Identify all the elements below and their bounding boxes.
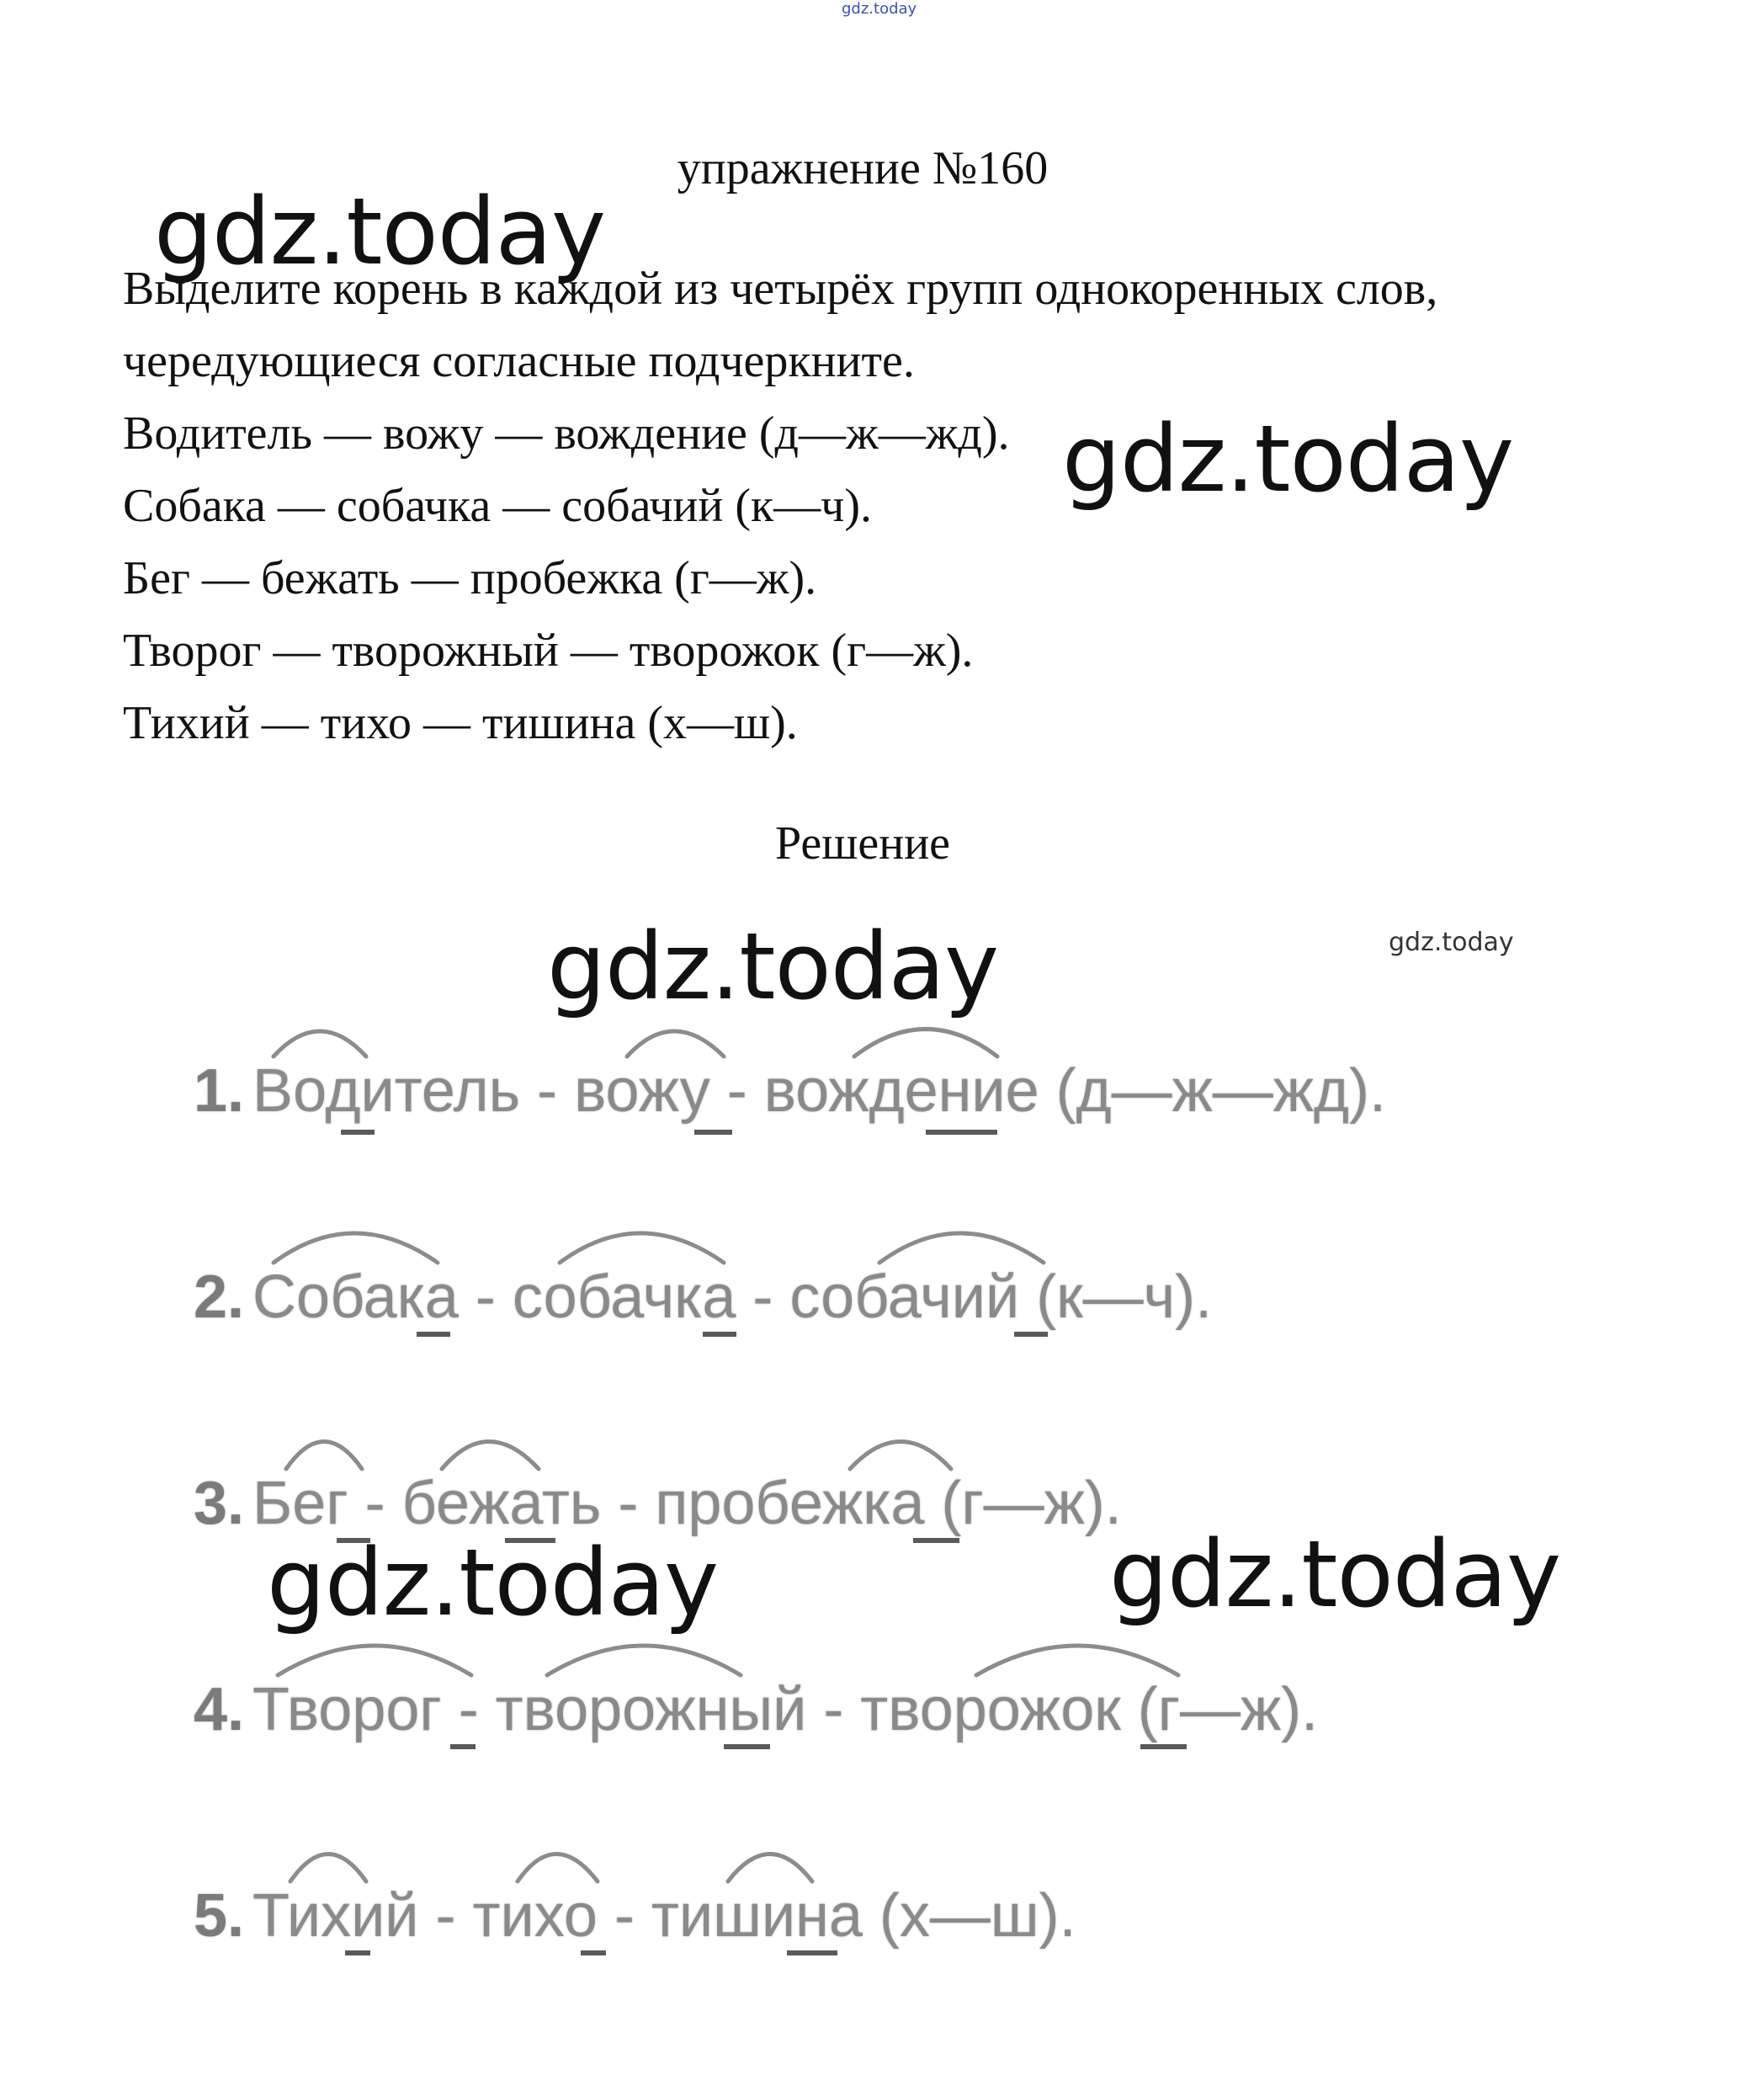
watermark: gdz.today	[1109, 1520, 1561, 1628]
solution-line-2	[194, 1263, 1212, 1332]
solution-line-4	[194, 1675, 1318, 1744]
watermark-small-top: gdz.today	[842, 0, 917, 18]
root-arc	[442, 1442, 539, 1470]
solution-number: 4.	[194, 1676, 245, 1743]
task-text	[123, 253, 1604, 759]
root-arc	[547, 1646, 741, 1675]
solution-line-5	[194, 1881, 1076, 1950]
task-line: чередующиеся согласные подчеркните.	[123, 335, 915, 387]
root-arc	[854, 1030, 997, 1057]
task-line: Собака — собачка — собачий (к—ч).	[123, 480, 872, 532]
root-arc	[290, 1854, 366, 1882]
task-line: Водитель — вожу — вождение (д—ж—жд).	[123, 407, 1010, 460]
root-arc	[879, 1233, 1044, 1263]
root-arc	[274, 1233, 438, 1263]
solution-text: Собака - собачка - собачий (к—ч).	[252, 1264, 1213, 1331]
task-line: Творог — творожный — творожок (г—ж).	[123, 625, 974, 677]
watermark: gdz.today	[547, 912, 999, 1020]
watermark: gdz.today	[267, 1529, 719, 1636]
solution-title: Решение	[774, 817, 951, 870]
root-arc	[560, 1233, 724, 1263]
task-line: Бег — бежать — пробежка (г—ж).	[123, 552, 817, 604]
solution-text: Водитель - вожу - вождение (д—ж—жд).	[252, 1057, 1386, 1125]
task-line: Выделите корень в каждой из четырёх групп однокоренных слов,	[123, 263, 1438, 315]
root-arc	[728, 1854, 812, 1882]
task-line: Тихий — тихо — тишина (х—ш).	[123, 697, 798, 749]
solution-number: 1.	[194, 1057, 245, 1125]
solution-number: 5.	[194, 1882, 245, 1950]
root-arc	[850, 1442, 951, 1470]
exercise-title: упражнение №160	[677, 142, 1049, 194]
solution-text: Творог - творожный - творожок (г—ж).	[252, 1676, 1319, 1743]
solution-line-1	[194, 1056, 1386, 1125]
solution-line-3	[194, 1469, 1122, 1538]
root-arc	[286, 1442, 362, 1470]
solution-text: Тихий - тихо - тишина (х—ш).	[252, 1882, 1076, 1950]
watermark: gdz.today	[1062, 405, 1514, 513]
solution-number: 3.	[194, 1470, 245, 1537]
root-arc	[274, 1031, 366, 1056]
solution-number: 2.	[194, 1264, 245, 1331]
watermark: gdz.today	[154, 178, 606, 285]
watermark-small: gdz.today	[1389, 928, 1514, 957]
root-arc	[278, 1646, 471, 1675]
root-arc	[976, 1646, 1178, 1675]
root-arc	[518, 1854, 598, 1882]
solution-text: Бег - бежать - пробежка (г—ж).	[252, 1470, 1122, 1537]
root-arc	[627, 1031, 724, 1056]
